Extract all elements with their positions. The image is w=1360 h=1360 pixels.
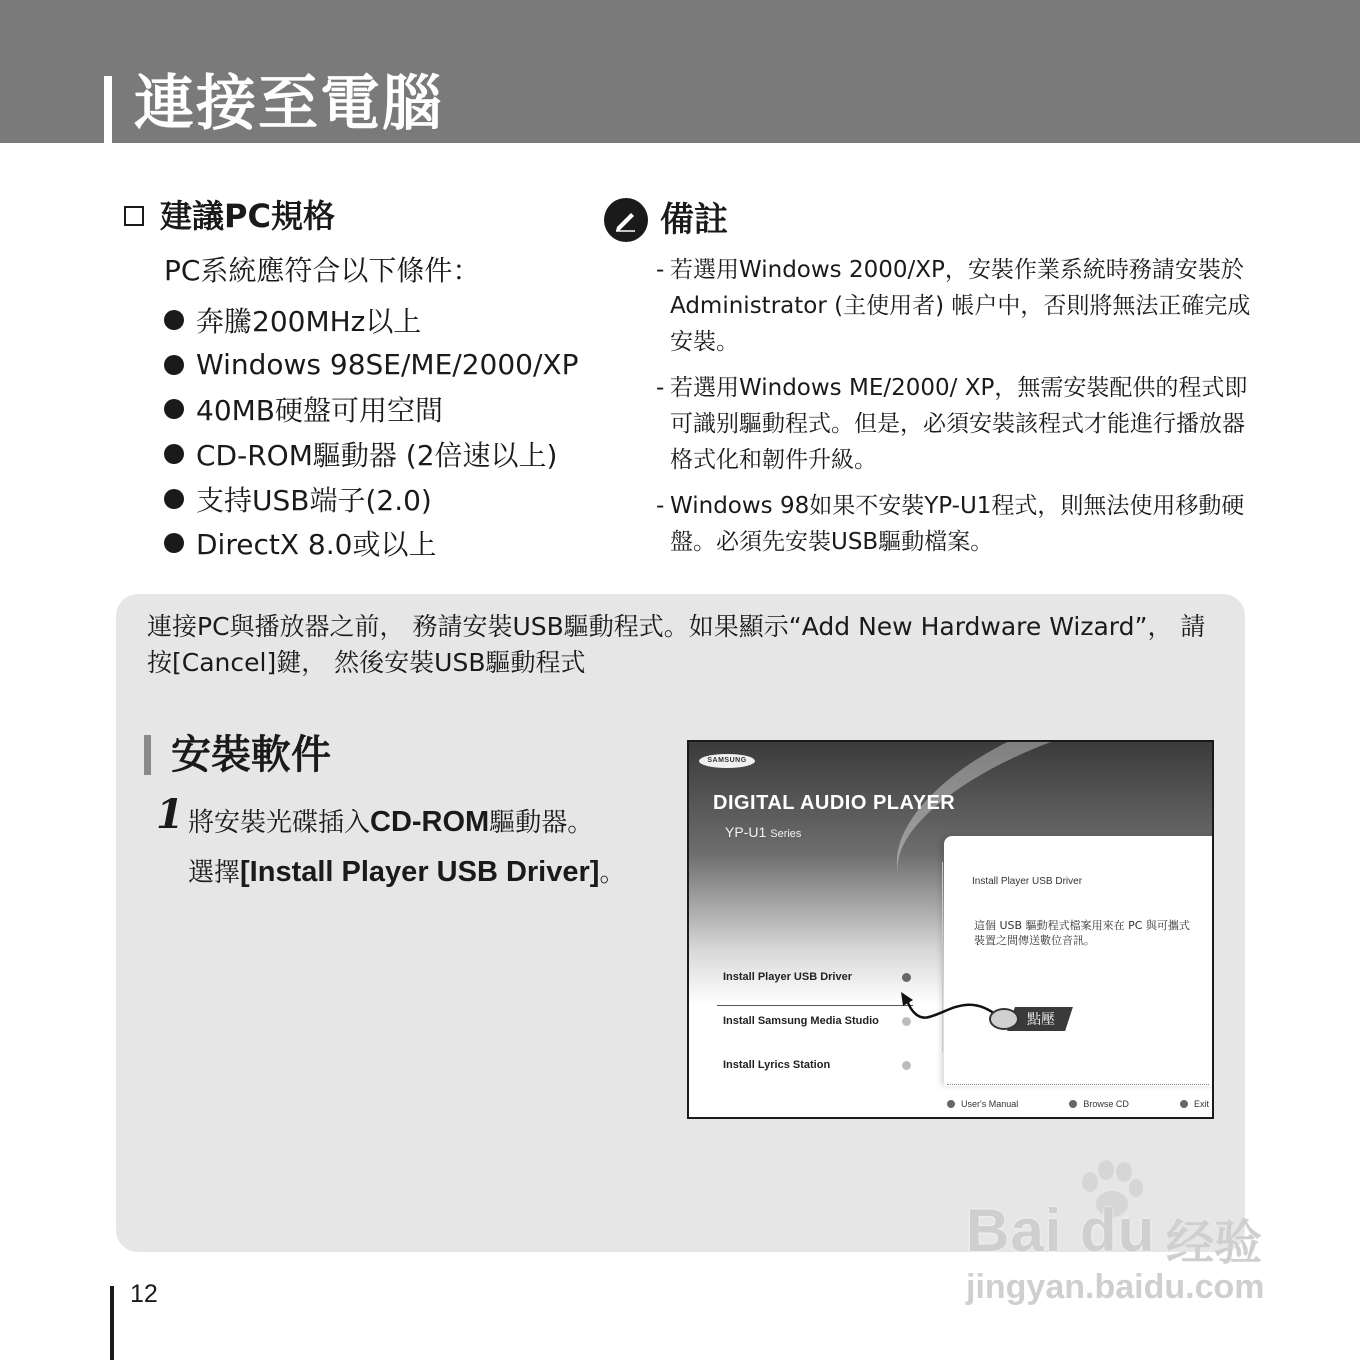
page-title: 連接至電腦	[134, 69, 444, 139]
list-item-text: CD-ROM驅動器 (2倍速以上)	[196, 439, 558, 473]
menu-item-label: Install Samsung Media Studio	[723, 1015, 879, 1027]
arrow-right-icon	[902, 1061, 911, 1070]
menu-item-install-usb-driver[interactable]	[717, 962, 913, 1006]
list-item-text: 40MB硬盤可用空間	[196, 394, 443, 428]
bullet-icon	[164, 489, 184, 509]
step-line-2	[188, 852, 625, 893]
samsung-logo: SAMSUNG	[699, 754, 755, 768]
spec-list	[164, 298, 578, 566]
series-label: Series	[770, 828, 802, 840]
menu-item-install-media-studio[interactable]	[717, 1006, 913, 1050]
install-accent-bar	[144, 735, 151, 775]
step-text: 將安裝光碟插入	[188, 808, 371, 838]
bullet-icon	[164, 444, 184, 464]
baidu-watermark	[966, 1160, 1286, 1310]
watermark-cn: 经验	[1166, 1215, 1263, 1271]
footer-label: Browse CD	[1083, 1099, 1129, 1109]
list-item-text: 支持USB端子(2.0)	[196, 483, 432, 517]
installer-footer	[947, 1084, 1209, 1109]
installer-title: DIGITAL AUDIO PLAYER	[713, 792, 956, 814]
installer-menu	[717, 962, 913, 1094]
watermark-brand: Bai du	[966, 1197, 1156, 1264]
bullet-icon	[164, 310, 184, 330]
model-name: YP-U1	[725, 824, 767, 840]
step-text-bold: CD-ROM	[370, 806, 490, 838]
note-text: 若選用Windows 2000/XP，安裝作業系統時務請安裝於Administrator (主使用者) 帳户中，否則將無法正確完成安裝。	[670, 257, 1251, 355]
bullet-icon	[164, 533, 184, 553]
watermark-url: jingyan.baidu.com	[966, 1268, 1265, 1306]
click-callout	[989, 1007, 1069, 1031]
footer-label: Exit	[1193, 1099, 1209, 1109]
header-accent-bar	[104, 76, 112, 143]
step-text: 選擇	[188, 858, 241, 888]
step-line-1	[188, 802, 593, 843]
info-panel	[944, 836, 1214, 1086]
install-title: 安裝軟件	[171, 732, 331, 778]
page-number: 12	[130, 1280, 158, 1308]
step-number: 1	[156, 791, 184, 838]
footer-exit[interactable]	[1180, 1099, 1209, 1109]
note-dash: -	[656, 493, 665, 519]
pen-note-icon	[604, 198, 648, 242]
list-item	[164, 476, 578, 521]
note-item	[656, 252, 1256, 360]
panel-intro: 連接PC與播放器之前， 務請安裝USB驅動程式。如果顯示“Add New Hardware Wizard”， 請按[Cancel]鍵， 然後安裝USB驅動程式	[147, 612, 1206, 677]
installer-screenshot	[687, 740, 1214, 1119]
note-title: 備註	[660, 200, 728, 240]
note-dash: -	[656, 375, 665, 401]
note-text: Windows 98如果不安裝YP-U1程式，則無法使用移動硬盤。必須先安裝USB驅動檔案。	[670, 493, 1245, 555]
note-item	[656, 370, 1256, 478]
header-band	[0, 0, 1360, 143]
install-heading	[144, 730, 331, 780]
menu-item-install-lyrics-station[interactable]	[717, 1050, 913, 1094]
bullet-icon	[1180, 1100, 1188, 1108]
list-item	[164, 387, 578, 432]
footer-label: User's Manual	[961, 1099, 1019, 1109]
bullet-icon	[164, 399, 184, 419]
footer-users-manual[interactable]	[947, 1099, 1018, 1109]
list-item	[164, 521, 578, 566]
spec-title: 建議PC規格	[160, 197, 335, 235]
list-item	[164, 343, 578, 388]
step-text-bold: [Install Player USB Driver]	[240, 856, 600, 888]
bullet-icon	[1069, 1100, 1077, 1108]
list-item-text: DirectX 8.0或以上	[196, 528, 437, 562]
list-item	[164, 298, 578, 343]
step-text: 驅動器。	[489, 808, 594, 838]
spec-heading	[124, 196, 335, 236]
page-number-bar	[110, 1286, 114, 1360]
list-item	[164, 432, 578, 477]
click-label-text: 點壓	[1027, 1012, 1055, 1028]
info-description: 這個 USB 驅動程式檔案用來在 PC 與可攜式裝置之間傳送數位音訊。	[974, 919, 1190, 947]
note-dash: -	[656, 257, 665, 283]
bullet-icon	[947, 1100, 955, 1108]
list-item-text: Windows 98SE/ME/2000/XP	[196, 348, 579, 382]
note-item	[656, 488, 1256, 560]
bullet-icon	[164, 355, 184, 375]
mouse-click-icon	[989, 1008, 1019, 1030]
step-text: 。	[599, 858, 626, 888]
notes-list	[656, 252, 1256, 570]
info-title: Install Player USB Driver	[972, 876, 1083, 887]
footer-browse-cd[interactable]	[1069, 1099, 1129, 1109]
menu-item-label: Install Player USB Driver	[723, 971, 853, 983]
spec-intro: PC系統應符合以下條件：	[164, 254, 481, 287]
note-text: 若選用Windows ME/2000/ XP，無需安裝配供的程式即可識别驅動程式。但是，必須安裝該程式才能進行播放器格式化和韌件升級。	[670, 375, 1248, 473]
menu-item-label: Install Lyrics Station	[723, 1059, 831, 1071]
list-item-text: 奔騰200MHz以上	[196, 305, 422, 339]
checkbox-icon	[124, 206, 144, 226]
installer-model	[725, 824, 801, 842]
note-heading	[604, 198, 728, 242]
